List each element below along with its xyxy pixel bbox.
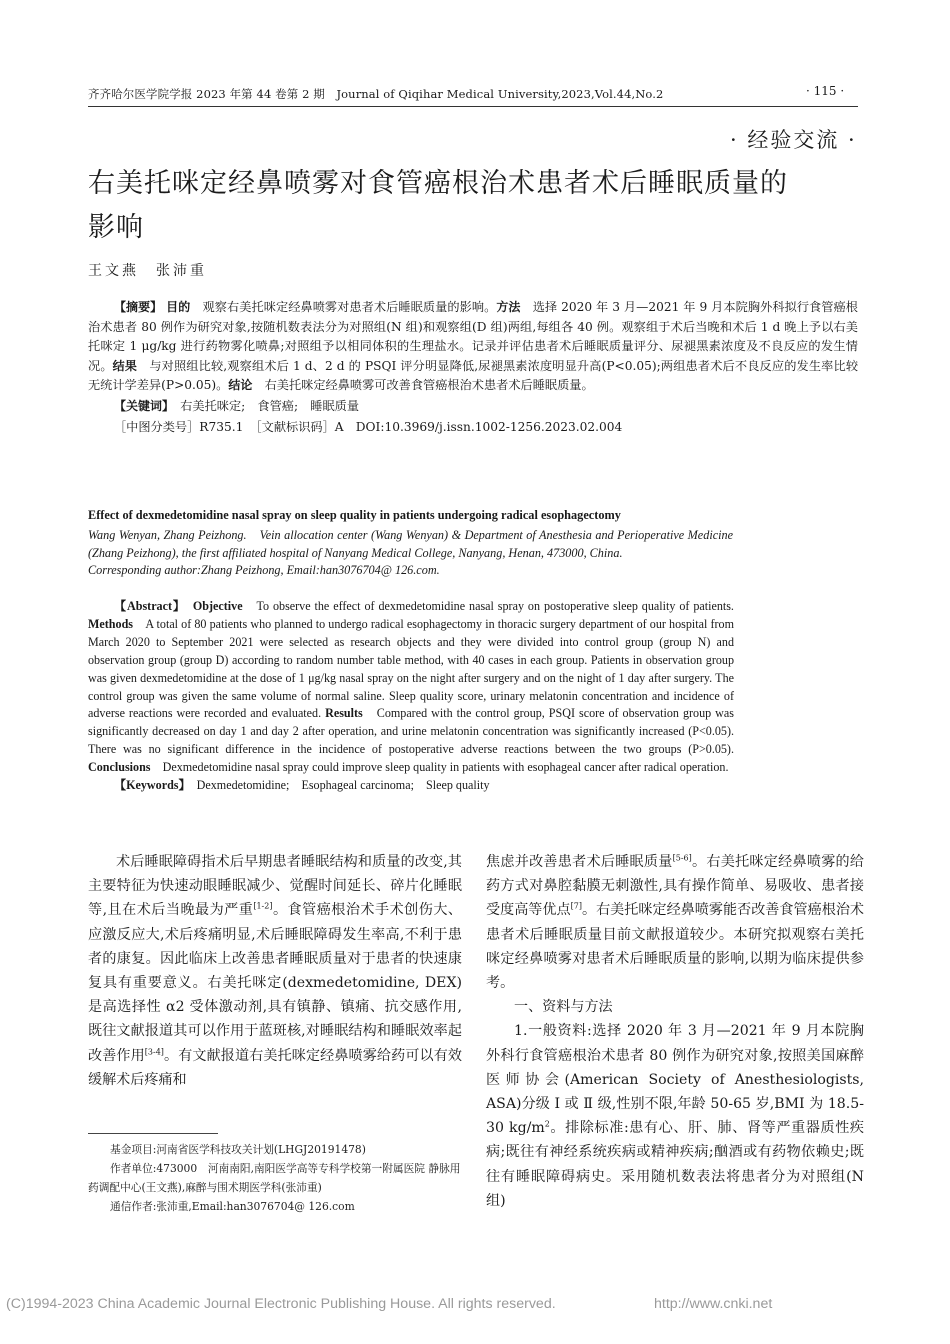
en-keywords-text: Dexmedetomidine; Esophageal carcinoma; Sleep quality [196,778,490,793]
citation: [3-4] [144,1046,164,1056]
en-conclusion-text: Dexmedetomidine nasal spray could improve sleep quality in patients with esophageal cancer after radical operation. [162,760,729,775]
citation: [1-2] [253,901,273,911]
body-text: 。食管癌根治术手术创伤大、应激反应大,术后疼痛明显,术后睡眠障碍发生率高,不利于患者的康复。因此临床上改善患者睡眠质量对于患者的快速康复具有重要意义。右美托咪定(dexmedetomidine, DEX)是高选择性 α2 受体激动剂,具有镇静、镇痛、抗交感作用,既往文献报道其可以作用于蓝斑核,对睡眠结构和睡眠效率起改善作用 [88,902,462,1064]
article-title: 右美托咪定经鼻喷雾对食管癌根治术患者术后睡眠质量的影响 [88,168,788,243]
classification-line: ［中图分类号］R735.1 ［文献标识码］A DOI:10.3969/j.issn.1002-1256.2023.02.004 [114,419,623,434]
body-text: 焦虑并改善患者术后睡眠质量 [486,854,673,870]
section-heading: 一、资料与方法 [514,999,613,1016]
en-methods-label: Methods [88,616,134,631]
objective-label: 目的 [166,300,191,314]
chinese-abstract [88,298,858,437]
english-title: Effect of dexmedetomidine nasal spray on sleep quality in patients undergoing radical esophagectomy [88,508,621,522]
conclusion-label: 结论 [228,378,253,393]
en-results-label: Results [325,706,363,721]
superscript: 2 [544,1119,550,1129]
article-authors: 王文燕 张沛重 [88,263,207,279]
body-text: 。排除标准:患有心、肝、肺、肾等严重器质性疾病;既往有神经系统疾病或精神疾病;酗酒或有药物依赖史;既往有睡眠障碍病史。采用随机数表法将患者分为对照组(N 组) [486,1120,864,1209]
body-text: 。右美托咪定经鼻喷雾的给药方式对鼻腔黏膜无刺激性,具有操作简单、易吸收、患者接受度高等优点 [486,854,865,919]
footnote-affiliation: 作者单位:473000 河南南阳,南阳医学高等专科学校第一附属医院 静脉用药调配中心(王文燕),麻醉与围术期医学科(张沛重) [88,1162,461,1194]
body-column-left [88,850,462,1092]
citation: [5-6] [672,853,692,863]
results-text: 与对照组比较,观察组术后 1 d、2 d 的 PSQI 评分明显降低,尿褪黑素浓度明显升高(P<0.05);两组患者术后不良反应的发生率比较无统计学差异(P>0.05)。 [88,358,859,393]
body-text: 。有文献报道右美托咪定经鼻喷雾给药可以有效缓解术后疼痛和 [88,1047,462,1088]
citation: [7] [570,901,582,911]
abstract-cn-body [88,298,858,396]
en-conclusion-label: Conclusions [88,760,151,775]
english-abstract [88,598,734,795]
en-results-text: Compared with the control group, PSQI score of observation group was significantly decreased on day 1 and day 2 after operation, and urine melatonin concentration was significantly increased (P<0.05). There was no significant difference in the incidence of postoperative adverse reactions between the two groups (P>0.05). [88,706,734,757]
body-paragraph [486,850,864,995]
conclusion-text: 右美托咪定经鼻喷雾可改善食管癌根治术患者术后睡眠质量。 [264,378,594,393]
en-objective-text: To observe the effect of dexmedetomidine nasal spray on postoperative sleep quality of patients. [256,599,734,613]
english-abstract-body [88,598,734,777]
section-label: · 经验交流 · [730,128,857,152]
body-paragraph [486,1019,864,1213]
page-number: · 115 · [806,84,845,98]
keywords-cn-label: 【关键词】 [114,398,169,413]
keywords-cn-text: 右美托咪定; 食管癌; 睡眠质量 [180,398,360,413]
running-header: 齐齐哈尔医学院学报 2023 年第 44 卷第 2 期 Journal of Qiqihar Medical University,2023,Vol.44,No.2 [88,87,664,101]
en-objective-label: Objective [192,599,243,613]
footnote-fund: 基金项目:河南省医学科技攻关计划(LHGJ20191478) [110,1143,366,1156]
cnki-url[interactable]: http://www.cnki.net [654,1296,773,1312]
en-methods-text: A total of 80 patients who planned to undergo radical esophagectomy in thoracic surgery department of our hospital from March 2020 to September 2021 were selected as research objects and they were divided into control group (group N) and observation group (group D) according to random number table method, with 40 cases in each group. Patients in observation group was given dexmedetomidine at the dose of 1 μg/kg nasal spray on the night after surgery and on the night of 1 day after surgery. The control group was given the same volume of normal saline. Sleep quality score, urinary melatonin concentration and incidence of adverse reactions were recorded and evaluated. [88,616,734,721]
english-keywords [88,777,734,795]
footnote-divider [88,1133,218,1134]
keywords-cn [88,397,858,417]
methods-label: 方法 [496,300,521,314]
english-corresponding: Corresponding author:Zhang Peizhong, Email:han3076704@ 126.com. [88,563,440,578]
en-abstract-label: 【Abstract】 [114,599,180,613]
body-column-right [486,850,864,1213]
english-authors-affiliation [88,527,733,580]
methods-text: 选择 2020 年 3 月—2021 年 9 月本院胸外科拟行食管癌根治术患者 80 例作为研究对象,按随机数表法分为对照组(N 组)和观察组(D 组)两组,每组各 40 例。观察组于术后当晚和术后 1 d 晚上予以右美托咪定 1 μg/kg 进行药物雾化喷鼻;对照组予以相同体积的生理盐水。记录并评估患者术后睡眠质量评分、尿褪黑素浓度及不良反应的发生情况。 [88,300,858,373]
footnotes [88,1140,462,1216]
body-text: 术后睡眠障碍指术后早期患者睡眠结构和质量的改变,其主要特征为快速动眼睡眠减少、觉醒时间延长、碎片化睡眠等,且在术后当晚最为严重 [88,854,462,919]
copyright-text: (C)1994-2023 China Academic Journal Electronic Publishing House. All rights reserved. [6,1296,556,1312]
header-divider [88,106,858,107]
results-label: 结果 [112,358,137,373]
abstract-label: 【摘要】 [114,300,163,314]
footnote-corresponding: 通信作者:张沛重,Email:han3076704@ 126.com [110,1200,355,1213]
body-paragraph [88,850,462,1092]
body-text: 。右美托咪定经鼻喷雾能否改善食管癌根治术患者术后睡眠质量目前文献报道较少。本研究拟观察右美托咪定经鼻喷雾对患者术后睡眠质量的影响,以期为临床提供参考。 [486,902,865,992]
body-text: 1.一般资料:选择 2020 年 3 月—2021 年 9 月本院胸外科行食管癌根治术患者 80 例作为研究对象,按照美国麻醉医师协会(American Society of Anesthesiologists, ASA)分级 Ⅰ 或 Ⅱ 级,性别不限,年龄 50-65 岁,BMI 为 18.5-30 kg/m [486,1023,864,1137]
en-keywords-label: 【Keywords】 [114,778,185,793]
objective-text: 观察右美托咪定经鼻喷雾对患者术后睡眠质量的影响。 [202,300,497,314]
english-authors: Wang Wenyan, Zhang Peizhong. Vein allocation center (Wang Wenyan) & Department of Anesthesia and Perioperative Medicine (Zhang Peizhong), the first affiliated hospital of Nanyang Medical College, Nanyang, Henan, 473000, China. [88,528,733,560]
